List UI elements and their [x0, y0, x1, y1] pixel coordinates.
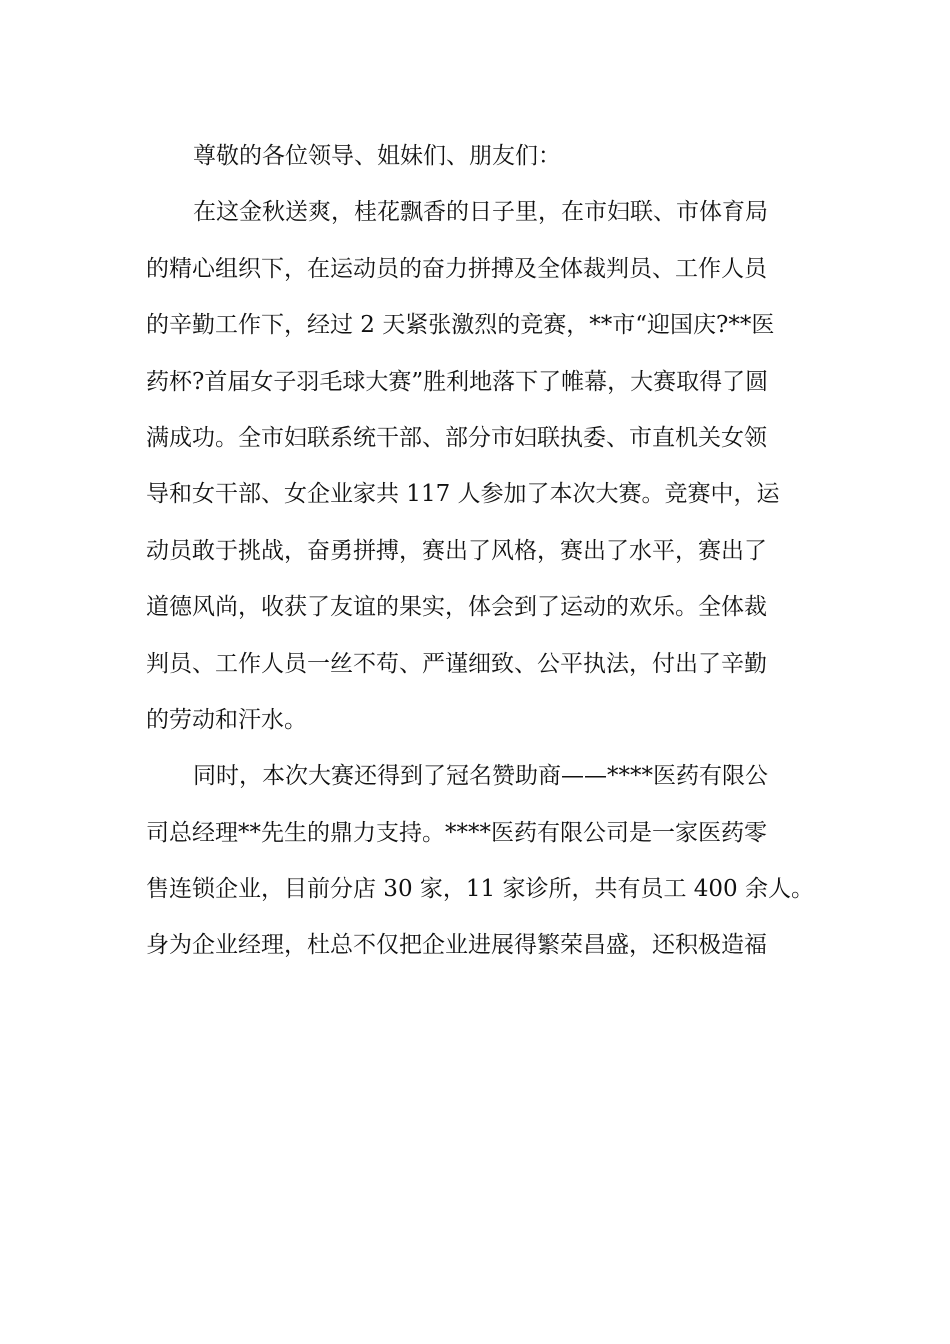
salutation-line: 尊敬的各位领导、姐妹们、朋友们：: [193, 143, 561, 169]
paragraph-line: 判员、工作人员一丝不苟、严谨细致、公平执法，付出了辛勤: [146, 650, 767, 677]
paragraph-line: 道德风尚，收获了友谊的果实，体会到了运动的欢乐。全体裁: [146, 594, 767, 621]
paragraph-line: 动员敢于挑战，奋勇拼搏，赛出了风格，赛出了水平，赛出了: [146, 537, 767, 564]
paragraph-line: 满成功。全市妇联系统干部、部分市妇联执委、市直机关女领: [146, 424, 767, 451]
paragraph-line: 在这金秋送爽，桂花飘香的日子里，在市妇联、市体育局: [193, 199, 768, 226]
paragraph-line: 的劳动和汗水。: [146, 706, 307, 733]
paragraph-line: 药杯?首届女子羽毛球大赛”胜利地落下了帷幕，大赛取得了圆: [146, 368, 769, 395]
document-body: [146, 128, 814, 974]
paragraph-line: 售连锁企业，目前分店 30 家，11 家诊所，共有员工 400 余人。: [146, 876, 814, 903]
paragraph-line: 导和女干部、女企业家共 117 人参加了本次大赛。竞赛中，运: [146, 481, 780, 508]
paragraph-line: 司总经理**先生的鼎力支持。****医药有限公司是一家医药零: [146, 819, 767, 846]
paragraph-line: 的精心组织下，在运动员的奋力拼搏及全体裁判员、工作人员: [146, 255, 767, 282]
paragraph-line: 同时，本次大赛还得到了冠名赞助商——****医药有限公: [193, 763, 768, 790]
paragraph-line: 的辛勤工作下，经过 2 天紧张激烈的竞赛，**市“迎国庆?**医: [146, 312, 775, 339]
paragraph-line: 身为企业经理，杜总不仅把企业进展得繁荣昌盛，还积极造福: [146, 932, 767, 959]
